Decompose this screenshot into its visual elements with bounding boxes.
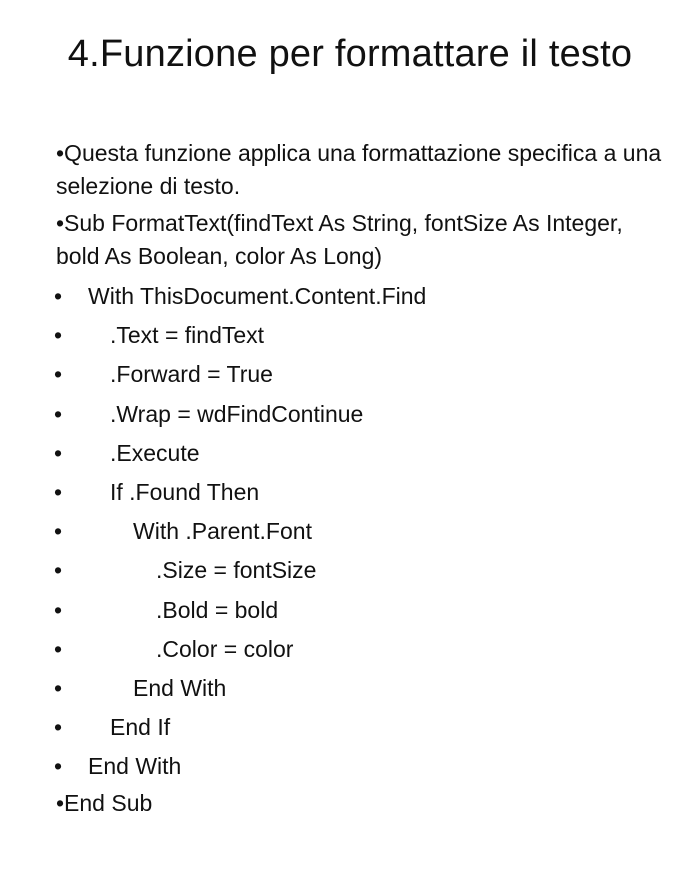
code-line-text: End With <box>133 674 227 701</box>
code-line <box>0 672 700 711</box>
bullet-marker: • <box>54 753 63 780</box>
bullet-marker: • <box>54 478 63 505</box>
code-line <box>0 594 700 633</box>
code-line-text: End If <box>110 714 171 741</box>
code-line <box>0 476 700 515</box>
code-line-text: With .Parent.Font <box>133 518 312 545</box>
bullet-marker: • <box>54 596 63 623</box>
bullet-marker: • <box>54 557 63 584</box>
code-line <box>0 711 700 750</box>
code-line <box>0 554 700 593</box>
bullet-marker: • <box>54 714 63 741</box>
end-sub-line: •End Sub <box>56 790 153 816</box>
bullet-marker: • <box>54 635 63 662</box>
bullet-marker: • <box>54 439 63 466</box>
code-line-text: End With <box>88 753 182 780</box>
code-line-text: .Size = fontSize <box>156 557 317 584</box>
bullet-marker: • <box>54 283 63 309</box>
code-line-text: .Color = color <box>156 635 294 662</box>
code-line-text: If .Found Then <box>110 478 260 505</box>
bullet-marker: • <box>54 361 63 388</box>
code-line <box>0 319 700 358</box>
code-line-text: .Text = findText <box>110 322 265 349</box>
code-line <box>0 437 700 476</box>
bullet-marker: • <box>54 322 63 349</box>
code-line <box>0 280 700 319</box>
code-line <box>0 515 700 554</box>
bullet-marker: • <box>54 518 63 545</box>
code-line <box>0 750 700 789</box>
code-line <box>0 633 700 672</box>
description-paragraph: •Questa funzione applica una formattazione specifica a una selezione di testo. <box>56 140 662 199</box>
code-line <box>0 358 700 397</box>
code-line-text: .Forward = True <box>110 361 273 388</box>
code-line <box>0 398 700 437</box>
slide-title: 4.Funzione per formattare il testo <box>67 33 633 75</box>
code-line-text: .Wrap = wdFindContinue <box>110 400 364 427</box>
code-bullet-list <box>0 280 700 789</box>
code-line-text: With ThisDocument.Content.Find <box>88 283 427 309</box>
code-line-text: .Execute <box>110 439 200 466</box>
bullet-marker: • <box>54 400 63 427</box>
code-line-text: .Bold = bold <box>156 596 279 623</box>
bullet-marker: • <box>54 674 63 701</box>
sub-signature-paragraph: •Sub FormatText(findText As String, fontSize As Integer, bold As Boolean, color As Long) <box>56 210 623 269</box>
